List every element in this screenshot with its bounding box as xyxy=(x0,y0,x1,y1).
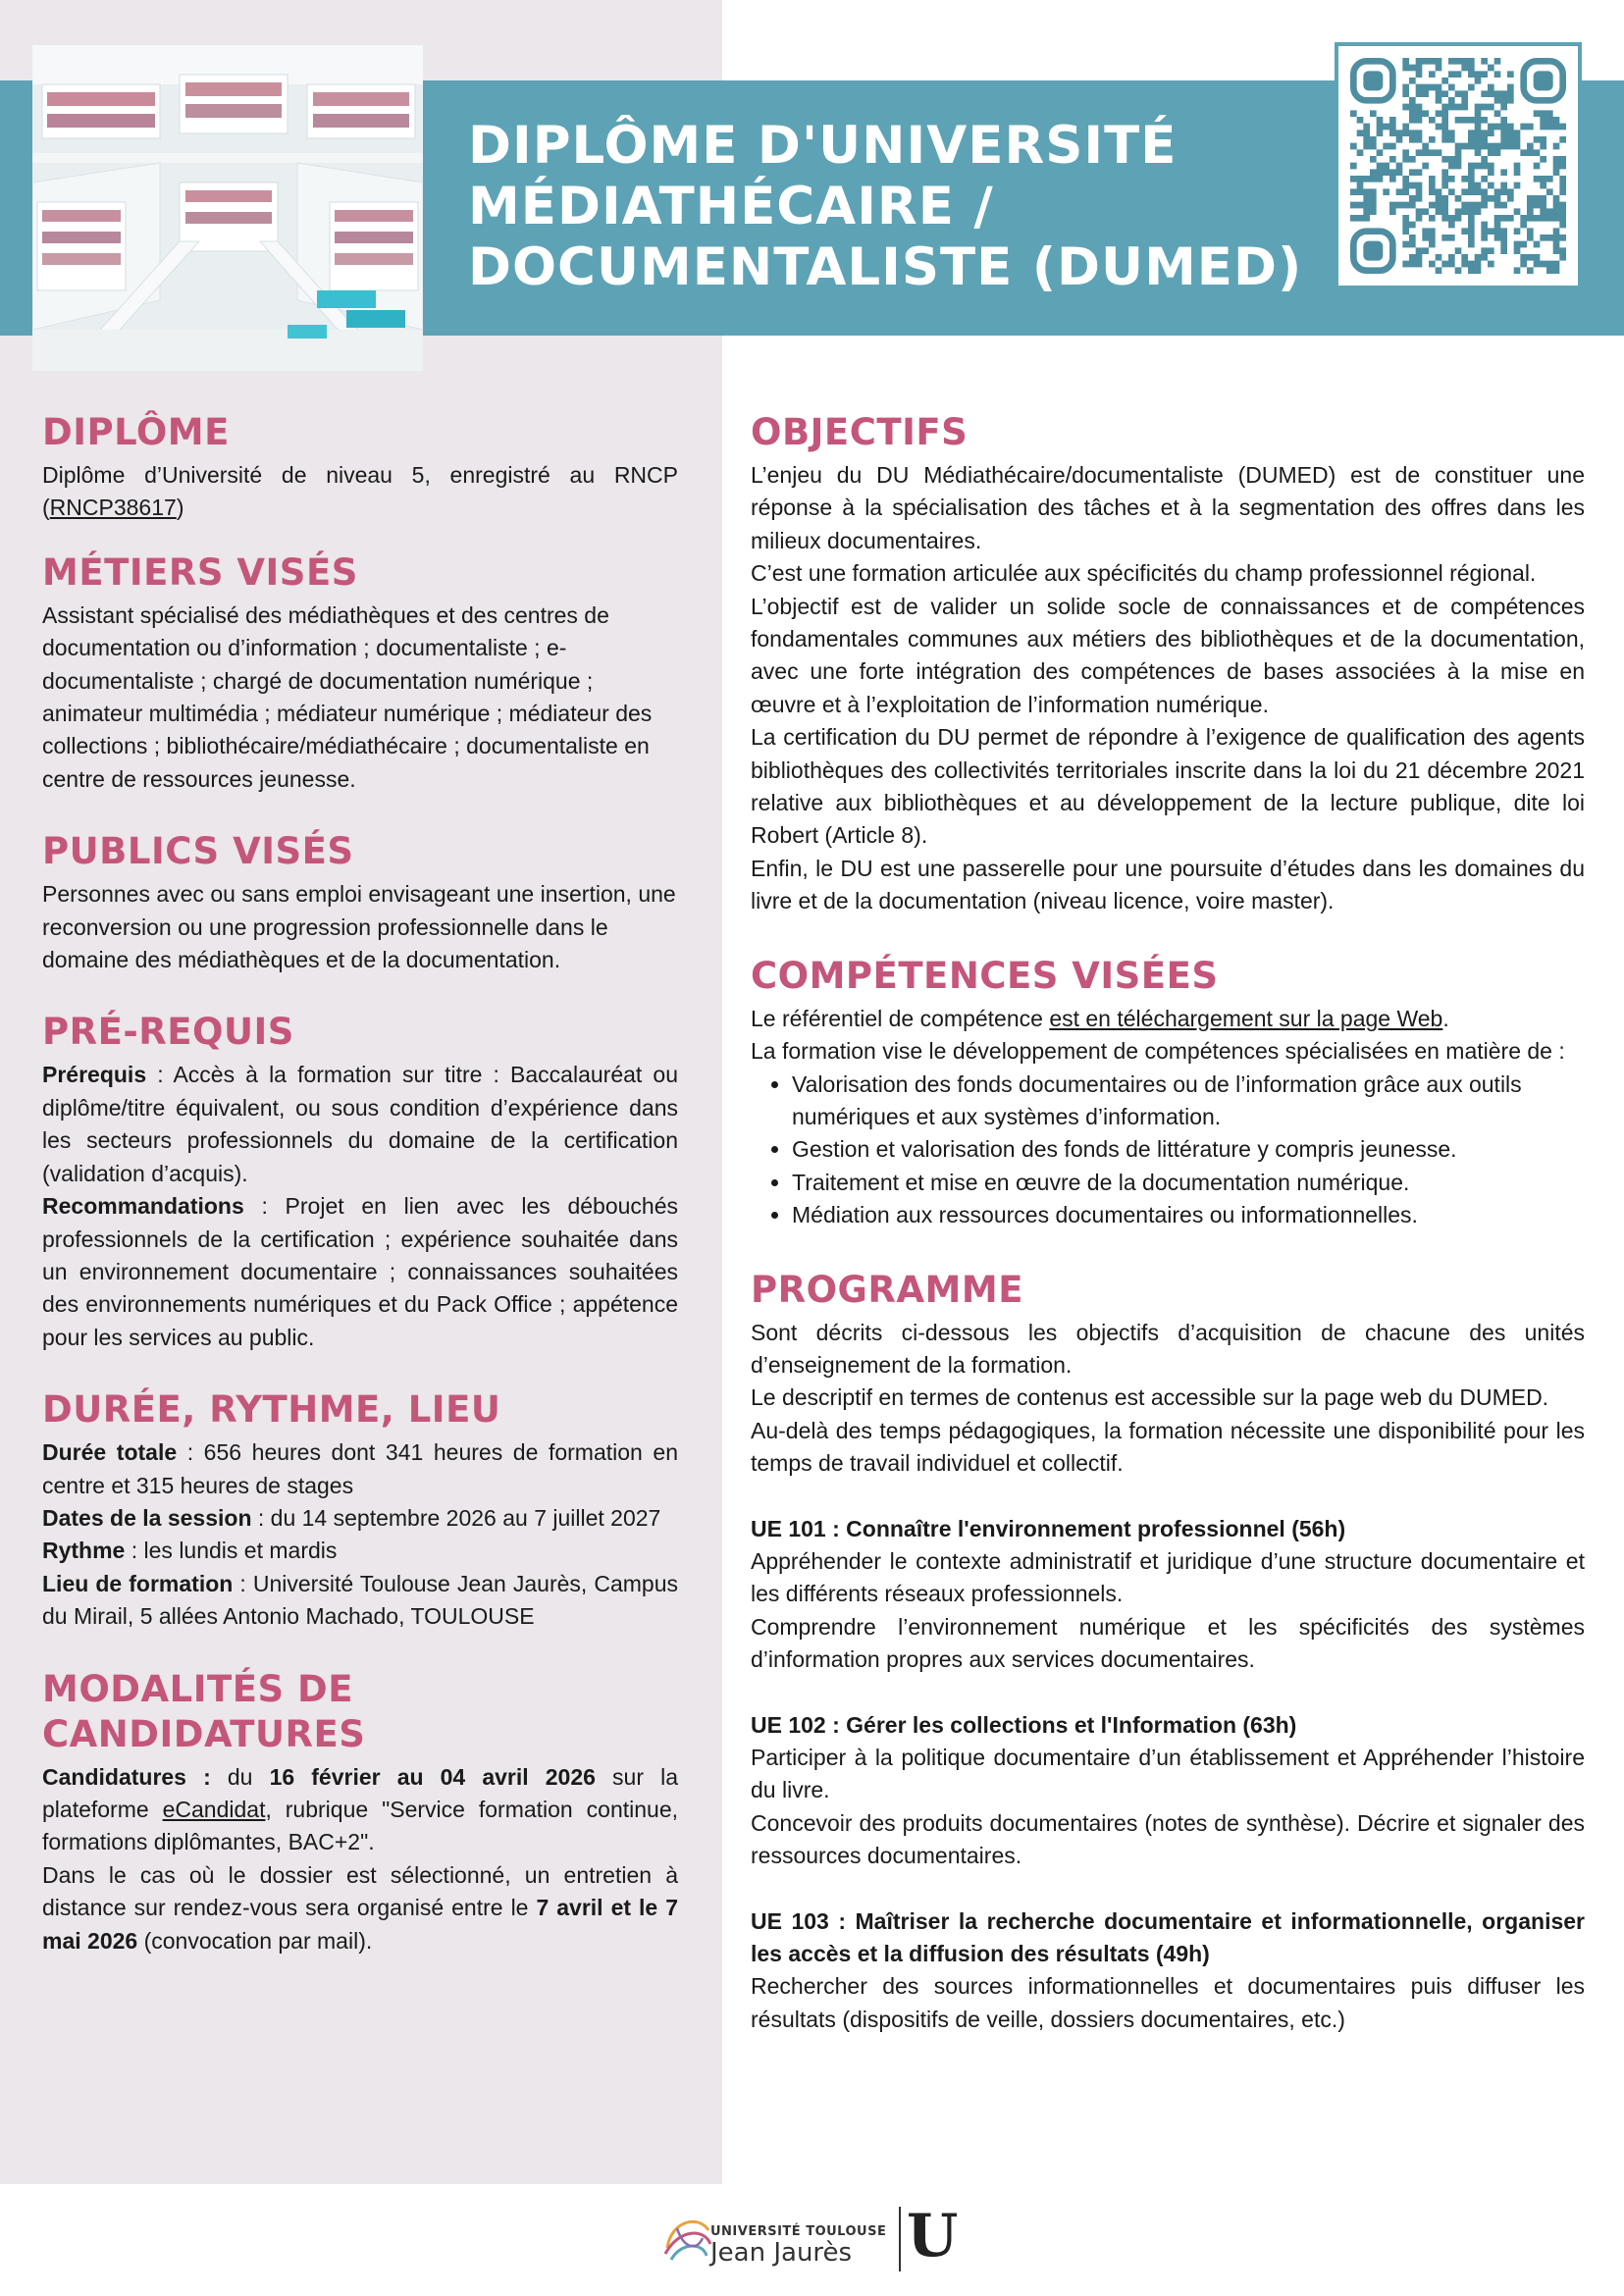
section-heading-competences: COMPÉTENCES VISÉES xyxy=(751,954,1219,997)
section-duree xyxy=(42,1387,678,1633)
list-item: • Médiation aux ressources documentaires ou informationnelles. xyxy=(792,1199,1585,1231)
entretien-dates: 7 avril et le 7 mai 2026 xyxy=(42,1895,678,1954)
entretien-paragraph xyxy=(42,1859,678,1957)
logo-separator xyxy=(899,2207,901,2271)
title-line-3: DOCUMENTALISTE (DUMED) xyxy=(468,237,1303,297)
prerequis-label: Prérequis xyxy=(42,1062,147,1088)
metiers-text: Assistant spécialisé des médiathèques et des centres de documentation ou d’information ; documentaliste ; e-documentaliste ; chargé de documentation numérique ; animateur multimédia ; médiateur numérique ; médiateur des collections ; bibliothécaire/médiathécaire ; documentaliste en centre de ressources jeunesse. xyxy=(42,601,653,792)
programme-paragraph-3: Au-delà des temps pédagogiques, la formation nécessite une disponibilité pour les temps de travail individuel et collectif. xyxy=(751,1417,1585,1477)
section-heading-duree: DURÉE, RYTHME, LIEU xyxy=(42,1388,501,1432)
title-line-2: MÉDIATHÉCAIRE / xyxy=(468,177,994,236)
lieu-formation-value: : Université Toulouse Jean Jaurès, Campus du Mirail, 5 allées Antonio Machado, TOULOUSE xyxy=(42,1570,679,1630)
candidatures-label: Candidatures : xyxy=(42,1763,211,1790)
rythme-value: : les lundis et mardis xyxy=(125,1538,338,1564)
section-prerequis xyxy=(42,1010,678,1354)
section-heading-objectifs: OBJECTIFS xyxy=(751,411,969,453)
section-heading-prerequis: PRÉ-REQUIS xyxy=(42,1011,294,1054)
dates-session-label: Dates de la session xyxy=(42,1504,252,1531)
programme-paragraph-1: Sont décrits ci-dessous les objectifs d’acquisition de chacune des unités d’enseignement de la formation. xyxy=(751,1319,1585,1378)
ue-102-line-2: Concevoir des produits documentaires (notes de synthèse). Décrire et signaler des ressources documentaires. xyxy=(751,1809,1585,1869)
lieu-formation xyxy=(42,1568,678,1634)
library-photo xyxy=(32,45,423,371)
section-heading-metiers: MÉTIERS VISÉS xyxy=(42,550,358,594)
section-heading-programme: PROGRAMME xyxy=(751,1268,1023,1311)
candidatures-t1: du xyxy=(210,1763,270,1790)
diplome-text-main: Diplôme d’Université de niveau 5, enregistré au RNCP ( xyxy=(42,462,678,521)
section-diplome xyxy=(42,410,678,525)
candidatures-paragraph xyxy=(42,1761,678,1859)
recommandations-text: : Projet en lien avec les débouchés professionnels de la certification ; expérience souhaitée dans un environnement documentaire ; connaissances souhaitées des environnements numériques et du Pack Office ; appétence pour les services au public. xyxy=(42,1193,678,1350)
duree-totale xyxy=(42,1436,678,1502)
page-title xyxy=(468,116,1312,298)
right-column xyxy=(751,410,1585,2061)
prerequis-paragraph xyxy=(42,1059,678,1190)
publics-text: Personnes avec ou sans emploi envisageant une insertion, une reconversion ou une progression professionnelle dans le domaine des médiathèques et de la documentation. xyxy=(42,881,676,973)
recommandations-paragraph xyxy=(42,1190,678,1354)
objectifs-paragraph-1: L’enjeu du DU Médiathécaire/documentaliste (DUMED) est de constituer une réponse à la spécialisation des tâches et à la segmentation des offres dans les milieux documentaires. xyxy=(751,462,1585,553)
rncp-link[interactable]: RNCP38617 xyxy=(49,495,177,521)
entretien-t1: Dans le cas où le dossier est sélectionné, un entretien à distance sur rendez-vous sera organisé entre le xyxy=(42,1861,678,1921)
candidatures-t3: , rubrique "Service formation continue, formations diplômantes, BAC+2". xyxy=(42,1796,678,1855)
ue-101-line-1: Appréhender le contexte administratif et juridique d’une structure documentaire et les différents réseaux professionnels. xyxy=(751,1547,1585,1607)
logo-text-name: Jean Jaurès xyxy=(710,2238,853,2268)
dates-session xyxy=(42,1502,678,1535)
competences-intro-text: Le référentiel de compétence xyxy=(751,1005,1050,1031)
prerequis-text: : Accès à la formation sur titre : Baccalauréat ou diplôme/titre équivalent, ou sous condition d’expérience dans les secteurs professionnels du domaine de la certification (validation d’acquis). xyxy=(42,1062,678,1186)
rythme xyxy=(42,1535,678,1567)
competences-intro-end: . xyxy=(1442,1005,1449,1031)
list-item: • Traitement et mise en œuvre de la documentation numérique. xyxy=(792,1167,1585,1199)
entretien-t2: (convocation par mail). xyxy=(137,1927,373,1954)
diplome-text-end: ) xyxy=(176,495,184,521)
section-modalites xyxy=(42,1667,678,1957)
competences-list xyxy=(751,1069,1585,1232)
objectifs-paragraph-3: L’objectif est de valider un solide socle de connaissances et de compétences fondamentales communes aux métiers des bibliothèques et de la documentation, avec une forte intégration des compétences de bases associées à la mise en œuvre et à l’exploitation de l’information numérique. xyxy=(751,593,1585,717)
logo-u-mark: U xyxy=(907,2202,959,2270)
objectifs-paragraph-5: Enfin, le DU est une passerelle pour une poursuite d’études dans les domaines du livre et de la documentation (niveau licence, voire master). xyxy=(751,855,1585,914)
candidatures-t2: sur la plateforme xyxy=(42,1763,678,1822)
programme-paragraph-2: Le descriptif en termes de contenus est accessible sur la page web du DUMED. xyxy=(751,1384,1549,1411)
ue-103-line-1: Rechercher des sources informationnelles et documentaires puis diffuser les résultats (dispositifs de veille, dossiers documentaires, etc.) xyxy=(751,1973,1585,2032)
list-item: • Gestion et valorisation des fonds de littérature y compris jeunesse. xyxy=(792,1133,1585,1166)
ue-103-title: UE 103 : Maîtriser la recherche documentaire et informationnelle, organiser les accès et la diffusion des résultats (49h) xyxy=(751,1907,1585,1967)
ecandidat-link[interactable]: eCandidat xyxy=(162,1796,266,1822)
ue-102-line-1: Participer à la politique documentaire d’un établissement et Appréhender l’histoire du livre. xyxy=(751,1745,1585,1803)
recommandations-label: Recommandations xyxy=(42,1193,244,1220)
dates-session-value: : du 14 septembre 2026 au 7 juillet 2027 xyxy=(251,1504,661,1531)
ue-101-line-2: Comprendre l’environnement numérique et les spécificités des systèmes d’information propres aux services documentaires. xyxy=(751,1613,1585,1673)
ue-102-title: UE 102 : Gérer les collections et l'Information (63h) xyxy=(751,1711,1297,1738)
objectifs-paragraph-2: C’est une formation articulée aux spécificités du champ professionnel régional. xyxy=(751,560,1537,587)
list-item: • Valorisation des fonds documentaires ou de l’information grâce aux outils numériques et aux systèmes d’information. xyxy=(792,1069,1585,1134)
diplome-text xyxy=(42,459,678,525)
competences-line2: La formation vise le développement de compétences spécialisées en matière de : xyxy=(751,1038,1565,1065)
section-heading-modalites: MODALITÉS DE CANDIDATURES xyxy=(42,1667,366,1755)
objectifs-paragraph-4: La certification du DU permet de répondre à l’exigence de qualification des agents bibliothèques des collectivités territoriales inscrite dans la loi du 21 décembre 2021 relative aux bibliothèques et au développement de la lecture publique, dite loi Robert (Article 8). xyxy=(751,724,1585,849)
qr-code-graphic xyxy=(1338,46,1578,286)
candidatures-dates: 16 février au 04 avril 2026 xyxy=(269,1763,596,1790)
rythme-label: Rythme xyxy=(42,1538,126,1564)
duree-totale-label: Durée totale xyxy=(42,1439,178,1466)
section-metiers xyxy=(42,550,678,796)
left-column xyxy=(42,410,678,1983)
section-programme xyxy=(751,1268,1585,2037)
section-objectifs xyxy=(751,410,1585,918)
university-logo xyxy=(659,2199,973,2277)
referentiel-link[interactable]: est en téléchargement sur la page Web xyxy=(1049,1005,1443,1031)
title-line-1: DIPLÔME D'UNIVERSITÉ xyxy=(468,116,1178,176)
section-publics xyxy=(42,829,678,976)
library-illustration xyxy=(32,45,423,371)
ue-101-title: UE 101 : Connaître l'environnement professionnel (56h) xyxy=(751,1515,1346,1541)
competences-intro xyxy=(751,1003,1585,1035)
logo-text-university: UNIVERSITÉ TOULOUSE xyxy=(710,2224,887,2239)
duree-totale-value: : 656 heures dont 341 heures de formation en centre et 315 heures de stages xyxy=(42,1439,678,1498)
section-competences xyxy=(751,954,1585,1232)
qr-code[interactable] xyxy=(1335,42,1582,289)
section-heading-publics: PUBLICS VISÉS xyxy=(42,830,354,873)
section-heading-diplome: DIPLÔME xyxy=(42,411,230,453)
lieu-formation-label: Lieu de formation xyxy=(42,1570,234,1596)
logo-swirl-icon xyxy=(659,2209,716,2268)
